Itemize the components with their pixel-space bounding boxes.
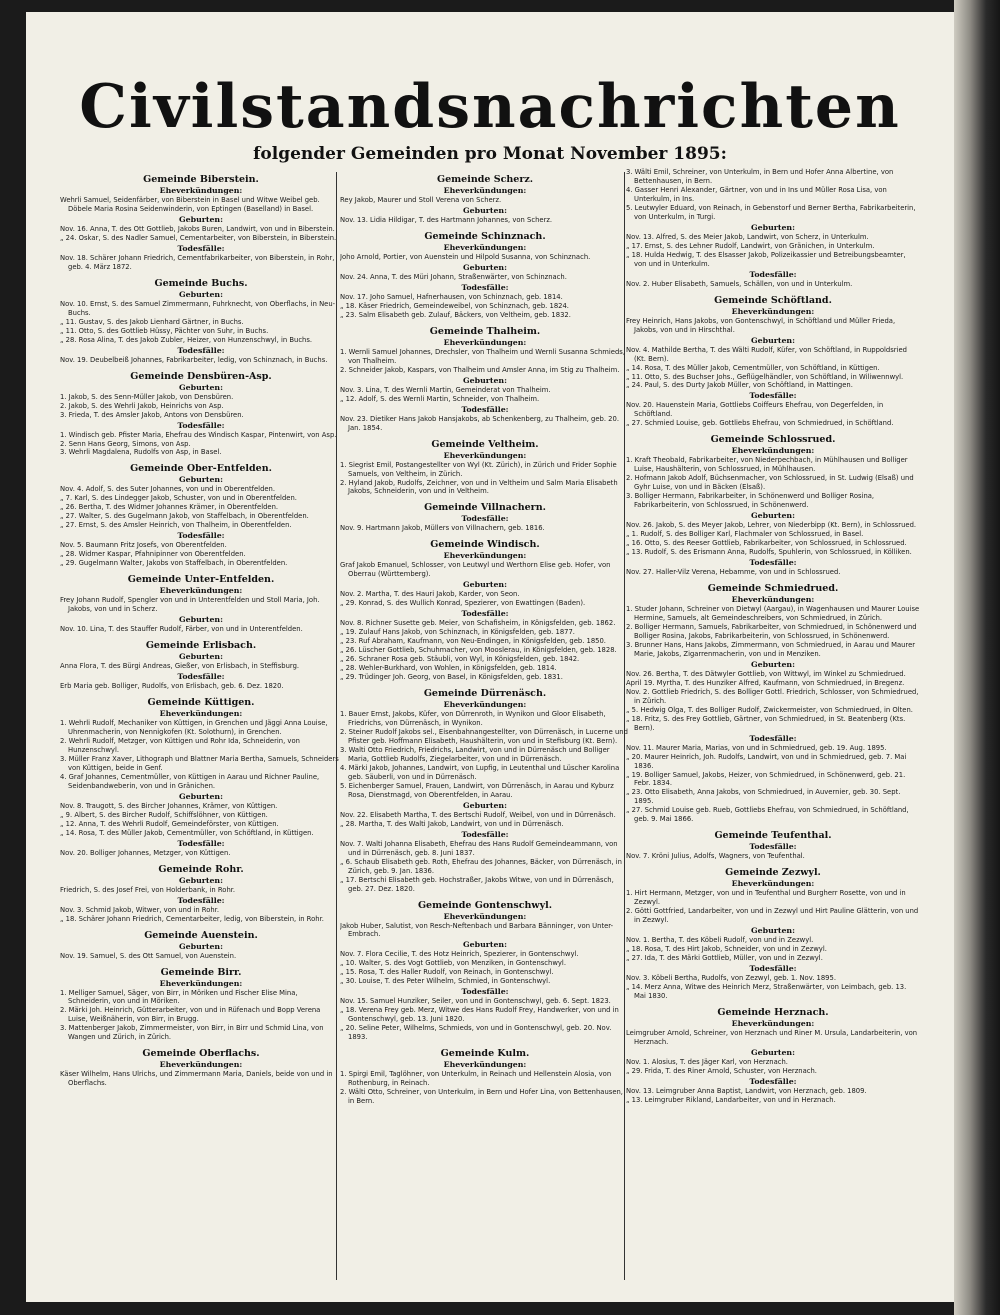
section-heading: Todesfälle: xyxy=(461,514,509,524)
register-entry: 3. Frieda, T. des Amsler Jakob, Antons von Densbüren. xyxy=(60,410,244,419)
register-entry: 2. Märki Joh. Heinrich, Gütterarbeiter, von und in Rüfenach und Bopp Verena Luise, Weißnäherin, von Birr, in Brugg. xyxy=(60,1006,321,1024)
register-entry: April 19. Myrtha, T. des Hunziker Alfred, Kaufmann, von Schmiedrued, in Bregenz. xyxy=(626,678,905,687)
section-heading: Todesfälle: xyxy=(177,838,225,848)
section-heading: Eheverkündungen: xyxy=(443,551,527,561)
register-entry: Nov. 10. Lina, T. des Stauffer Rudolf, Färber, von und in Unterentfelden. xyxy=(60,625,303,634)
register-entry: „ 11. Gustav, S. des Jakob Lienhard Gärtner, in Buchs. xyxy=(60,317,244,326)
section-heading: Todesfälle: xyxy=(461,829,509,839)
section-heading: Eheverkündungen: xyxy=(731,446,815,456)
masthead-title: Civilstandsnachrichten xyxy=(79,72,901,142)
register-entry: Nov. 2. Huber Elisabeth, Samuels, Schällen, von und in Unterkulm. xyxy=(626,279,853,288)
register-entry: Nov. 10. Ernst, S. des Samuel Zimmermann, Fuhrknecht, von Oberflachs, in Neu-Buchs. xyxy=(60,299,336,317)
gemeinde-block xyxy=(340,688,630,893)
register-entry: „ 14. Rosa, T. des Müller Jakob, Cementmüller, von Schöftland, in Küttigen. xyxy=(60,828,314,837)
gemeinde-title: Gemeinde Dürrenäsch. xyxy=(423,688,547,700)
section-heading: Eheverkündungen: xyxy=(731,879,815,889)
register-entry: Nov. 3. Lina, T. des Wernli Martin, Gemeinderat von Thalheim. xyxy=(340,385,551,394)
section-heading: Todesfälle: xyxy=(177,345,225,355)
register-entry: 3. Walti Otto Friedrich, Friedrichs, Landwirt, von und in Dürrenäsch und Bolliger Maria, Gottlieb Rudolfs, Ziegelarbeiter, von und in Dürrenäsch. xyxy=(340,745,610,763)
gemeinde-title: Gemeinde Windisch. xyxy=(430,539,540,551)
gemeinde-block xyxy=(60,640,342,691)
register-entry: 1. Jakob, S. des Senn-Müller Jakob, von Densbüren. xyxy=(60,392,234,401)
section-heading: Todesfälle: xyxy=(177,672,225,682)
register-entry: 3. Brunner Hans, Hans Jakobs, Zimmermann, von Schmiedrued, in Aarau und Maurer Marie, Jakobs, Zigarrenmacherin, von und in Menziken. xyxy=(626,640,916,658)
register-entry: Nov. 16. Anna, T. des Ott Gottlieb, Jakobs Buren, Landwirt, von und in Biberstein. xyxy=(60,224,335,233)
section-heading: Todesfälle: xyxy=(749,842,797,852)
register-entry: Anna Flora, T. des Bürgi Andreas, Gießer, von Erlisbach, in Steffisburg. xyxy=(60,662,300,671)
register-entry: „ 29. Gugelmann Walter, Jakobs von Staffelbach, in Oberentfelden. xyxy=(60,559,288,568)
section-heading: Todesfälle: xyxy=(749,964,797,974)
register-entry: Nov. 22. Elisabeth Martha, T. des Bertschi Rudolf, Weibel, von und in Dürrenäsch. xyxy=(340,810,616,819)
register-entry: „ 23. Salm Elisabeth geb. Zulauf, Bäckers, von Veltheim, geb. 1832. xyxy=(340,310,571,319)
section-heading: Geburten: xyxy=(179,652,223,662)
register-entry: Nov. 1. Alosius, T. des Jäger Karl, von Herznach. xyxy=(626,1057,788,1066)
section-heading: Geburten: xyxy=(751,926,795,936)
register-entry: „ 11. Otto, S. des Gottlieb Hüssy, Pächter von Suhr, in Buchs. xyxy=(60,326,269,335)
register-entry: Nov. 26. Bertha, T. des Dätwyler Gottlieb, von Wittwyl, im Winkel zu Schmiedrued. xyxy=(626,669,906,678)
gemeinde-block xyxy=(60,697,342,858)
section-heading: Eheverkündungen: xyxy=(443,911,527,921)
register-entry: Nov. 17. Joho Samuel, Hafnerhausen, von Schinznach, geb. 1814. xyxy=(340,292,563,301)
register-entry: Erb Maria geb. Bolliger, Rudolfs, von Erlisbach, geb. 6. Dez. 1820. xyxy=(60,682,284,691)
register-entry: „ 13. Leimgruber Rikland, Landarbeiter, von und in Herznach. xyxy=(626,1095,836,1104)
register-entry: „ 6. Schaub Elisabeth geb. Roth, Ehefrau des Johannes, Bäcker, von Dürrenäsch, in Zürich, geb. 9. Jan. 1836. xyxy=(340,857,622,875)
column-1 xyxy=(60,168,342,1282)
register-entry: Leimgruber Arnold, Schreiner, von Herznach und Riner M. Ursula, Landarbeiterin, von Herznach. xyxy=(626,1028,918,1046)
section-heading: Eheverkündungen: xyxy=(159,709,243,719)
gemeinde-title: Gemeinde Unter-Entfelden. xyxy=(127,574,275,586)
gemeinde-title: Gemeinde Zezwyl. xyxy=(725,867,821,879)
gemeinde-title: Gemeinde Schinznach. xyxy=(424,230,546,242)
register-entry: Nov. 9. Hartmann Jakob, Müllers von Villnachern, geb. 1816. xyxy=(340,524,545,533)
register-entry: Nov. 7. Flora Cecilie, T. des Hotz Heinrich, Spezierer, in Gontenschwyl. xyxy=(340,950,579,959)
column-3 xyxy=(626,168,920,1282)
register-entry: Nov. 13. Alfred, S. des Meier Jakob, Landwirt, von Scherz, in Unterkulm. xyxy=(626,232,869,241)
register-entry: „ 27. Ida, T. des Märki Gottlieb, Müller, von und in Zezwyl. xyxy=(626,954,823,963)
section-heading: Todesfälle: xyxy=(749,1076,797,1086)
section-heading: Todesfälle: xyxy=(177,420,225,430)
gemeinde-title: Gemeinde Küttigen. xyxy=(147,697,255,709)
gemeinde-block xyxy=(60,574,342,634)
register-entry: „ 11. Otto, S. des Buchser Johs., Geflügelhändler, von Schöftland, in Wiliwennwyl. xyxy=(626,372,904,381)
register-entry: „ 19. Zulauf Hans Jakob, von Schinznach, in Königsfelden, geb. 1877. xyxy=(340,628,575,637)
register-entry: 1. Studer Johann, Schreiner von Dietwyl (Aargau), in Wagenhausen und Maurer Louise Hermine, Samuels, alt Gemeindeschreibers, von Schmiedrued, in Zürich. xyxy=(626,605,920,622)
gemeinde-title: Gemeinde Densbüren-Asp. xyxy=(130,370,272,382)
register-entry: „ 18. Fritz, S. des Frey Gottlieb, Gärtner, von Schmiedrued, in St. Beatenberg (Kts. Bern). xyxy=(626,714,906,732)
register-entry: „ 16. Otto, S. des Reeser Gottlieb, Fabrikarbeiter, von Schlossrued, in Schlossrued. xyxy=(626,539,907,548)
gemeinde-block xyxy=(60,1048,342,1088)
register-entry: Nov. 27. Haller-Vilz Verena, Hebamme, von und in Schlossrued. xyxy=(626,568,841,577)
section-heading: Eheverkündungen: xyxy=(159,1060,243,1070)
section-heading: Eheverkündungen: xyxy=(159,186,243,195)
register-entry: „ 1. Rudolf, S. des Bolliger Karl, Flachmaler von Schlossrued, in Basel. xyxy=(626,530,864,539)
register-entry: Rey Jakob, Maurer und Stoll Verena von Scherz. xyxy=(340,196,502,204)
section-heading: Eheverkündungen: xyxy=(443,186,527,195)
gemeinde-block xyxy=(626,830,920,861)
gemeinde-title: Gemeinde Biberstein. xyxy=(143,174,259,185)
gemeinde-block xyxy=(340,174,630,225)
newspaper-page xyxy=(26,12,954,1302)
register-entry: „ 18. Schärer Johann Friedrich, Cementarbeiter, ledig, von Biberstein, in Rohr. xyxy=(60,914,324,923)
register-entry: „ 28. Rosa Alina, T. des Jakob Zubler, Heizer, von Hunzenschwyl, in Buchs. xyxy=(60,335,313,344)
section-heading: Todesfälle: xyxy=(461,609,509,619)
register-entry: „ 18. Verena Frey geb. Merz, Witwe des Hans Rudolf Frey, Handwerker, von und in Gontenschwyl, geb. 13. Juni 1820. xyxy=(340,1006,619,1024)
register-entry: Nov. 23. Dietiker Hans Jakob Hansjakobs, ab Schenkenberg, zu Thalheim, geb. 20. Jan. 1854. xyxy=(340,414,619,432)
gemeinde-title: Gemeinde Scherz. xyxy=(436,174,534,185)
register-entry: Nov. 2. Gottlieb Friedrich, S. des Bolliger Gottl. Friedrich, Schlosser, von Schmiedrued, in Zürich. xyxy=(626,687,919,705)
section-heading: Eheverkündungen: xyxy=(731,595,815,604)
register-entry: 3. Wehrli Magdalena, Rudolfs von Asp, in Basel. xyxy=(60,448,222,457)
gemeinde-title: Gemeinde Schöftland. xyxy=(714,294,832,306)
register-entry: 1. Wernli Samuel Johannes, Drechsler, von Thalheim und Wernli Susanna Schmieds, von Thalheim. xyxy=(340,347,626,365)
register-entry: „ 12. Anna, T. des Wehrli Rudolf, Gemeindeförster, von Küttigen. xyxy=(60,819,279,828)
section-heading: Eheverkündungen: xyxy=(731,1018,815,1028)
register-entry: Graf Jakob Emanuel, Schlosser, von Leutwyl und Werthorn Elise geb. Hofer, von Oberrau (Württemberg). xyxy=(340,561,611,579)
register-entry: 3. Bolliger Hermann, Fabrikarbeiter, in Schönenwerd und Bolliger Rosina, Fabrikarbeiterin, von Schlossrued, in Schönenwerd. xyxy=(626,492,875,510)
register-entry: Nov. 2. Martha, T. des Hauri Jakob, Karder, von Seon. xyxy=(340,590,520,599)
gemeinde-block xyxy=(340,539,630,682)
gemeinde-block xyxy=(60,930,342,961)
register-entry: 3. Müller Franz Xaver, Lithograph und Blattner Maria Bertha, Samuels, Schneiders von Küttigen, beide in Genf. xyxy=(60,754,339,772)
gemeinde-title: Gemeinde Schlossrued. xyxy=(710,434,836,446)
register-entry: Nov. 20. Bolliger Johannes, Metzger, von Küttigen. xyxy=(60,848,231,857)
register-entry: „ 14. Merz Anna, Witwe des Heinrich Merz, Straßenwärter, von Leimbach, geb. 13. Mai 1830. xyxy=(626,983,907,1000)
register-entry: „ 14. Rosa, T. des Müller Jakob, Cementmüller, von Schöftland, in Küttigen. xyxy=(626,363,880,372)
register-entry: 2. Schneider Jakob, Kaspars, von Thalheim und Amsler Anna, im Stig zu Thalheim. xyxy=(340,365,620,374)
gemeinde-block xyxy=(60,864,342,924)
gemeinde-title: Gemeinde Ober-Entfelden. xyxy=(130,463,272,475)
register-entry: „ 24. Paul, S. des Durty Jakob Müller, von Schöftland, in Mattingen. xyxy=(626,381,853,390)
register-entry: 1. Melliger Samuel, Säger, von Birr, in Möriken und Fischer Elise Mina, Schneiderin, von und in Möriken. xyxy=(60,988,298,1006)
register-entry: „ 27. Schmied Louise, geb. Gottliebs Ehefrau, von Schmiedrued, in Schöftland. xyxy=(626,419,894,428)
register-entry: „ 20. Maurer Heinrich, Joh. Rudolfs, Landwirt, von und in Schmiedrued, geb. 7. Mai 1836. xyxy=(626,752,907,770)
register-entry: Nov. 7. Walti Johanna Elisabeth, Ehefrau des Hans Rudolf Gemeindeammann, von und in Dürrenäsch, geb. 8. Juni 1837. xyxy=(340,839,618,857)
register-entry: 2. Hyland Jakob, Rudolfs, Zeichner, von und in Veltheim und Salm Maria Elisabeth Jakobs, Schneiderin, von und in Veltheim. xyxy=(340,478,618,496)
section-heading: Geburten: xyxy=(751,659,795,669)
register-entry: Nov. 15. Samuel Hunziker, Seiler, von und in Gontenschwyl, geb. 6. Sept. 1823. xyxy=(340,997,611,1006)
register-entry: „ 29. Trüdinger Joh. Georg, von Basel, in Königsfelden, geb. 1831. xyxy=(340,673,563,682)
section-heading: Eheverkündungen: xyxy=(443,1060,527,1070)
register-entry: Nov. 20. Hauenstein Maria, Gottliebs Coiffeurs Ehefrau, von Degerfelden, in Schöftland. xyxy=(626,401,884,419)
section-heading: Todesfälle: xyxy=(749,558,797,568)
register-entry: Nov. 26. Jakob, S. des Meyer Jakob, Lehrer, von Niederbipp (Kt. Bern), in Schlossrued. xyxy=(626,521,917,530)
register-entry: Nov. 8. Traugott, S. des Bircher Johannes, Krämer, von Küttigen. xyxy=(60,801,278,810)
register-entry: Nov. 13. Leimgruber Anna Baptist, Landwirt, von Herznach, geb. 1809. xyxy=(626,1086,867,1095)
register-entry: 1. Windisch geb. Pfister Maria, Ehefrau des Windisch Kaspar, Pintenwirt, von Asp. xyxy=(60,430,337,439)
gemeinde-title: Gemeinde Rohr. xyxy=(158,863,244,875)
section-heading: Geburten: xyxy=(463,940,507,950)
section-heading: Geburten: xyxy=(463,262,507,272)
masthead-subtitle: folgender Gemeinden pro Monat November 1895: xyxy=(253,144,727,164)
gemeinde-block xyxy=(626,295,920,429)
register-entry: Nov. 3. Köbeli Bertha, Rudolfs, von Zezwyl, geb. 1. Nov. 1895. xyxy=(626,974,836,983)
section-heading: Eheverkündungen: xyxy=(731,306,815,316)
register-entry: „ 20. Seline Peter, Wilhelms, Schmieds, von und in Gontenschwyl, geb. 20. Nov. 1893. xyxy=(340,1024,612,1042)
register-entry: „ 28. Martha, T. des Walti Jakob, Landwirt, von und in Dürrenäsch. xyxy=(340,819,564,828)
register-entry: Nov. 7. Kröni Julius, Adolfs, Wagners, von Teufenthal. xyxy=(626,852,805,861)
register-entry: 1. Hirt Hermann, Metzger, von und in Teufenthal und Burgherr Rosette, von und in Zezwyl. xyxy=(626,889,906,907)
register-entry: 4. Graf Johannes, Cementmüller, von Küttigen in Aarau und Richner Pauline, Seidenbandweberin, von und in Gränichen. xyxy=(60,772,320,790)
register-entry: 5. Leutwyler Eduard, von Reinach, in Gebenstorf und Berner Bertha, Fabrikarbeiterin, von Unterkulm, in Turgi. xyxy=(626,203,916,221)
register-entry: „ 23. Otto Elisabeth, Anna Jakobs, von Schmiedrued, in Auvernier, geb. 30. Sept. 1895. xyxy=(626,788,901,806)
section-heading: Eheverkündungen: xyxy=(443,337,527,347)
section-heading: Geburten: xyxy=(751,1047,795,1057)
register-entry: „ 28. Wehler-Burkhard, von Wohlen, in Königsfelden, geb. 1814. xyxy=(340,664,557,673)
register-entry: Nov. 4. Mathilde Bertha, T. des Wälti Rudolf, Küfer, von Schöftland, in Ruppoldsried (Kt. Bern). xyxy=(626,345,907,363)
register-entry: 1. Kraft Theobald, Fabrikarbeiter, von Niederpechbach, in Mühlhausen und Bolliger Luise, Haushälterin, von Schlossrued, in Mühlhausen. xyxy=(626,456,908,474)
register-entry: „ 27. Ernst, S. des Amsler Heinrich, von Thalheim, in Oberentfelden. xyxy=(60,521,292,530)
register-entry: Nov. 3. Schmid Jakob, Witwer, von und in Rohr. xyxy=(60,905,219,914)
gemeinde-block xyxy=(340,900,630,1043)
gemeinde-block xyxy=(626,583,920,824)
section-heading: Eheverkündungen: xyxy=(443,242,527,252)
register-entry: 1. Spirgi Emil, Taglöhner, von Unterkulm, in Reinach und Hellenstein Alosia, von Rothenburg, in Reinach. xyxy=(340,1070,612,1088)
register-entry: „ 30. Louise, T. des Peter Wilhelm, Schmied, in Gontenschwyl. xyxy=(340,977,551,986)
register-entry: „ 27. Schmid Louise geb. Rueb, Gottliebs Ehefrau, von Schmiedrued, in Schöftland, geb. 9. Mai 1866. xyxy=(626,806,909,824)
register-entry: „ 19. Bolliger Samuel, Jakobs, Heizer, von Schmiedrued, in Schönenwerd, geb. 21. Febr. 1834. xyxy=(626,770,906,788)
register-entry: Frey Johann Rudolf, Spengler von und in Unterentfelden und Stoll Maria, Joh. Jakobs, von und in Scherz. xyxy=(60,596,320,614)
register-entry: 2. Wälti Otto, Schreiner, von Unterkulm, in Bern und Hofer Lina, von Bettenhausen, in Bern. xyxy=(340,1088,623,1106)
register-entry: 4. Gasser Henri Alexander, Gärtner, von und in Ins und Müller Rosa Lisa, von Unterkulm, in Ins. xyxy=(626,185,887,203)
gemeinde-title: Gemeinde Kulm. xyxy=(440,1048,530,1060)
register-entry: 1. Siegrist Emil, Postangestellter von Wyl (Kt. Zürich), in Zürich und Frider Sophie Samuels, von Veltheim, in Zürich. xyxy=(340,460,617,478)
register-entry: 1. Wehrli Rudolf, Mechaniker von Küttigen, in Grenchen und Jäggi Anna Louise, Uhrenmacherin, von Nennigkofen (Kt. Solothurn), in Grenchen. xyxy=(60,719,328,736)
section-heading: Todesfälle: xyxy=(461,987,509,997)
register-entry: 2. Bolliger Hermann, Samuels, Fabrikarbeiter, von Schmiedrued, in Schönenwerd und Bolliger Rosina, Jakobs, Fabrikarbeiterin, von Schlossrued, in Schönenwerd. xyxy=(626,622,917,640)
register-entry: „ 10. Walter, S. des Vogt Gottlieb, von Menziken, in Gontenschwyl. xyxy=(340,959,566,968)
register-entry: Nov. 5. Baumann Fritz Josefs, von Oberentfelden. xyxy=(60,541,227,550)
register-entry: Nov. 13. Lidia Hildigar, T. des Hartmann Johannes, von Scherz. xyxy=(340,215,553,224)
register-entry: Wehrli Samuel, Seidenfärber, von Biberstein in Basel und Witwe Weibel geb. Döbele Maria Rosina Seidenwinderin, von Eptingen (Baselland) in Basel. xyxy=(60,196,320,213)
register-entry: „ 5. Hedwig Olga, T. des Bolliger Rudolf, Zwickermeister, von Schmiedrued, in Olten. xyxy=(626,705,913,714)
gemeinde-title: Gemeinde Birr. xyxy=(160,966,242,978)
section-heading: Geburten: xyxy=(179,382,223,392)
gemeinde-title: Gemeinde Erlisbach. xyxy=(145,640,257,652)
section-heading: Todesfälle: xyxy=(177,895,225,905)
register-entry: „ 17. Bertschi Elisabeth geb. Hochstraßer, Jakobs Witwe, von und in Dürrenäsch, geb. 27. Dez. 1820. xyxy=(340,875,614,893)
section-heading: Geburten: xyxy=(463,205,507,215)
register-entry: „ 15. Rosa, T. des Haller Rudolf, von Reinach, in Gontenschwyl. xyxy=(340,968,554,977)
section-heading: Todesfälle: xyxy=(749,269,797,279)
register-entry: „ 23. Ruf Abraham, Kaufmann, von Neu-Endingen, in Königsfelden, geb. 1850. xyxy=(340,637,606,646)
register-entry: „ 27. Walter, S. des Gugelmann Jakob, von Staffelbach, in Oberentfelden. xyxy=(60,512,309,521)
register-entry: Friedrich, S. des Josef Frei, von Holderbank, in Rohr. xyxy=(60,885,236,894)
register-entry: „ 17. Ernst, S. des Lehner Rudolf, Landwirt, von Gränichen, in Unterkulm. xyxy=(626,241,875,250)
section-heading: Geburten: xyxy=(179,475,223,485)
register-entry: 5. Eichenberger Samuel, Frauen, Landwirt, von Dürrenäsch, in Aarau und Kyburz Rosa, Dienstmagd, von Oberentfelden, in Aarau. xyxy=(340,781,614,799)
register-entry: „ 18. Hulda Hedwig, T. des Elsasser Jakob, Polizeikassier und Betreibungsbeamter, von und in Unterkulm. xyxy=(626,250,906,268)
register-entry: 4. Märki Jakob, Johannes, Landwirt, von Lupfig, in Leutenthal und Lüscher Karolina geb. Säuberli, von und in Dürrenäsch. xyxy=(340,763,620,781)
register-entry: „ 12. Adolf, S. des Wernli Martin, Schneider, von Thalheim. xyxy=(340,394,540,403)
gemeinde-block xyxy=(60,174,342,272)
register-entry: Frey Heinrich, Hans Jakobs, von Gontenschwyl, in Schöftland und Müller Frieda, Jakobs, von und in Hirschthal. xyxy=(626,316,896,334)
register-entry: „ 26. Bertha, T. des Widmer Johannes Krämer, in Oberentfelden. xyxy=(60,503,279,512)
register-entry: „ 18. Käser Friedrich, Gemeindeweibel, von Schinznach, geb. 1824. xyxy=(340,301,569,310)
register-entry: Nov. 4. Adolf, S. des Suter Johannes, von und in Oberentfelden. xyxy=(60,485,276,494)
column-2 xyxy=(340,168,630,1282)
register-entry: Nov. 19. Samuel, S. des Ott Samuel, von Auenstein. xyxy=(60,951,237,960)
gemeinde-block xyxy=(626,1007,920,1105)
gemeinde-title: Gemeinde Thalheim. xyxy=(429,325,541,337)
gemeinde-block xyxy=(340,439,630,497)
gemeinde-title: Gemeinde Schmiedrued. xyxy=(707,583,839,594)
section-heading: Eheverkündungen: xyxy=(159,978,243,988)
gemeinde-title: Gemeinde Auenstein. xyxy=(144,929,258,941)
gemeinde-title: Gemeinde Oberflachs. xyxy=(142,1048,260,1060)
section-heading: Todesfälle: xyxy=(177,243,225,253)
register-entry: „ 29. Konrad, S. des Wullich Konrad, Spezierer, von Ewattingen (Baden). xyxy=(340,599,586,608)
gemeinde-block xyxy=(340,231,630,320)
register-entry: Käser Wilhelm, Hans Ulrichs, und Zimmermann Maria, Daniels, beide von und in Oberflachs. xyxy=(60,1070,333,1088)
gemeinde-block xyxy=(340,1048,630,1106)
gemeinde-title: Gemeinde Herznach. xyxy=(717,1006,829,1018)
register-entry: 2. Jakob, S. des Wehrli Jakob, Heinrichs von Asp. xyxy=(60,401,224,410)
gemeinde-title: Gemeinde Buchs. xyxy=(154,277,248,289)
section-heading: Geburten: xyxy=(179,289,223,299)
section-heading: Geburten: xyxy=(463,375,507,385)
register-entry: 2. Hofmann Jakob Adolf, Büchsenmacher, von Schlossrued, in St. Ludwig (Elsaß) und Gyhr Luise, von und in Bäcken (Elsaß). xyxy=(626,474,914,492)
section-heading: Todesfälle: xyxy=(461,282,509,292)
section-heading: Todesfälle: xyxy=(749,391,797,401)
section-heading: Eheverkündungen: xyxy=(443,700,527,710)
section-heading: Todesfälle: xyxy=(749,733,797,743)
gemeinde-title: Gemeinde Teufenthal. xyxy=(714,830,832,842)
register-entry: Joho Arnold, Portier, von Auenstein und Hilpold Susanna, von Schinznach. xyxy=(340,252,591,261)
register-entry: Jakob Huber, Salutist, von Resch-Neftenbach und Barbara Bänninger, von Unter-Embrach. xyxy=(340,921,614,939)
register-entry: 2. Senn Hans Georg, Simons, von Asp. xyxy=(60,439,191,448)
register-entry: „ 7. Karl, S. des Lindegger Jakob, Schuster, von und in Oberentfelden. xyxy=(60,494,297,503)
section-heading: Geburten: xyxy=(179,875,223,885)
register-entry: „ 13. Rudolf, S. des Erismann Anna, Rudolfs, Spuhlerin, von Schlossrued, in Kölliken. xyxy=(626,548,912,557)
gemeinde-block xyxy=(60,278,342,365)
section-heading: Geburten: xyxy=(179,791,223,801)
section-heading: Todesfälle: xyxy=(177,531,225,541)
gemeinde-title: Gemeinde Veltheim. xyxy=(431,438,539,450)
register-entry: Nov. 1. Bertha, T. des Köbeli Rudolf, von und in Zezwyl. xyxy=(626,936,814,945)
register-entry: 2. Steiner Rudolf Jakobs sel., Eisenbahnangestellter, von Dürrenäsch, in Lucerne und Pfister geb. Hoffmann Elisabeth, Haushälterin, von und in Stefisburg (Kt. Bern). xyxy=(340,728,628,745)
section-heading: Geburten: xyxy=(179,214,223,224)
section-heading: Geburten: xyxy=(463,800,507,810)
gemeinde-block xyxy=(626,434,920,577)
register-entry: Nov. 24. Anna, T. des Müri Johann, Straßenwärter, von Schinznach. xyxy=(340,272,567,281)
register-entry: „ 26. Lüscher Gottlieb, Schuhmacher, von Mooslerau, in Königsfelden, geb. 1828. xyxy=(340,646,617,655)
register-entry: „ 28. Widmer Kaspar, Pfahnipinner von Oberentfelden. xyxy=(60,550,246,559)
register-entry: 3. Mattenberger Jakob, Zimmermeister, von Birr, in Birr und Schmid Lina, von Wangen und Zürich, in Zürich. xyxy=(60,1024,324,1042)
section-heading: Geburten: xyxy=(179,615,223,625)
section-heading: Eheverkündungen: xyxy=(159,586,243,596)
section-heading: Geburten: xyxy=(179,941,223,951)
register-entry: Nov. 18. Schärer Johann Friedrich, Cementfabrikarbeiter, von Biberstein, in Rohr, geb. 4. März 1872. xyxy=(60,253,335,271)
register-entry: Nov. 8. Richner Susette geb. Meier, von Schafisheim, in Königsfelden, geb. 1862. xyxy=(340,619,616,628)
gemeinde-block xyxy=(626,168,920,289)
section-heading: Geburten: xyxy=(751,335,795,345)
gemeinde-block xyxy=(60,371,342,458)
register-entry: „ 18. Rosa, T. des Hirt Jakob, Schneider, von und in Zezwyl. xyxy=(626,945,827,954)
scan-edge xyxy=(954,0,1000,1315)
register-entry: „ 24. Oskar, S. des Nadler Samuel, Cementarbeiter, von Biberstein, in Biberstein. xyxy=(60,233,337,242)
register-entry: 3. Wälti Emil, Schreiner, von Unterkulm, in Bern und Hofer Anna Albertine, von Bettenhausen, in Bern. xyxy=(626,168,894,185)
gemeinde-block xyxy=(340,326,630,433)
register-entry: 2. Wehrli Rudolf, Metzger, von Küttigen und Rohr Ida, Schneiderin, von Hunzenschwyl. xyxy=(60,736,300,754)
section-heading: Geburten: xyxy=(463,580,507,590)
gemeinde-title: Gemeinde Villnachern. xyxy=(424,502,546,514)
section-heading: Eheverkündungen: xyxy=(443,450,527,460)
gemeinde-block xyxy=(60,463,342,568)
section-heading: Todesfälle: xyxy=(461,404,509,414)
gemeinde-block xyxy=(626,867,920,1001)
gemeinde-block xyxy=(340,502,630,533)
register-entry: 2. Götti Gottfried, Landarbeiter, von und in Zezwyl und Hirt Pauline Glätterin, von und in Zezwyl. xyxy=(626,907,919,925)
register-entry: Nov. 19. Deubelbeiß Johannes, Fabrikarbeiter, ledig, von Schinznach, in Buchs. xyxy=(60,355,328,364)
gemeinde-block xyxy=(60,967,342,1043)
register-entry: „ 9. Albert, S. des Bircher Rudolf, Schiffslöhner, von Küttigen. xyxy=(60,810,268,819)
register-entry: „ 29. Frida, T. des Riner Arnold, Schuster, von Herznach. xyxy=(626,1066,817,1075)
register-entry: Nov. 11. Maurer Maria, Marias, von und in Schmiedrued, geb. 19. Aug. 1895. xyxy=(626,743,887,752)
gemeinde-title: Gemeinde Gontenschwyl. xyxy=(417,899,553,911)
register-entry: 1. Bauer Ernst, Jakobs, Küfer, von Dürrenroth, in Wynikon und Gloor Elisabeth, Friedrichs, von Dürrenäsch, in Wynikon. xyxy=(340,710,606,728)
register-entry: „ 26. Schraner Rosa geb. Stäubli, von Wyl, in Königsfelden, geb. 1842. xyxy=(340,655,580,664)
section-heading: Geburten: xyxy=(751,222,795,232)
section-heading: Geburten: xyxy=(751,511,795,521)
